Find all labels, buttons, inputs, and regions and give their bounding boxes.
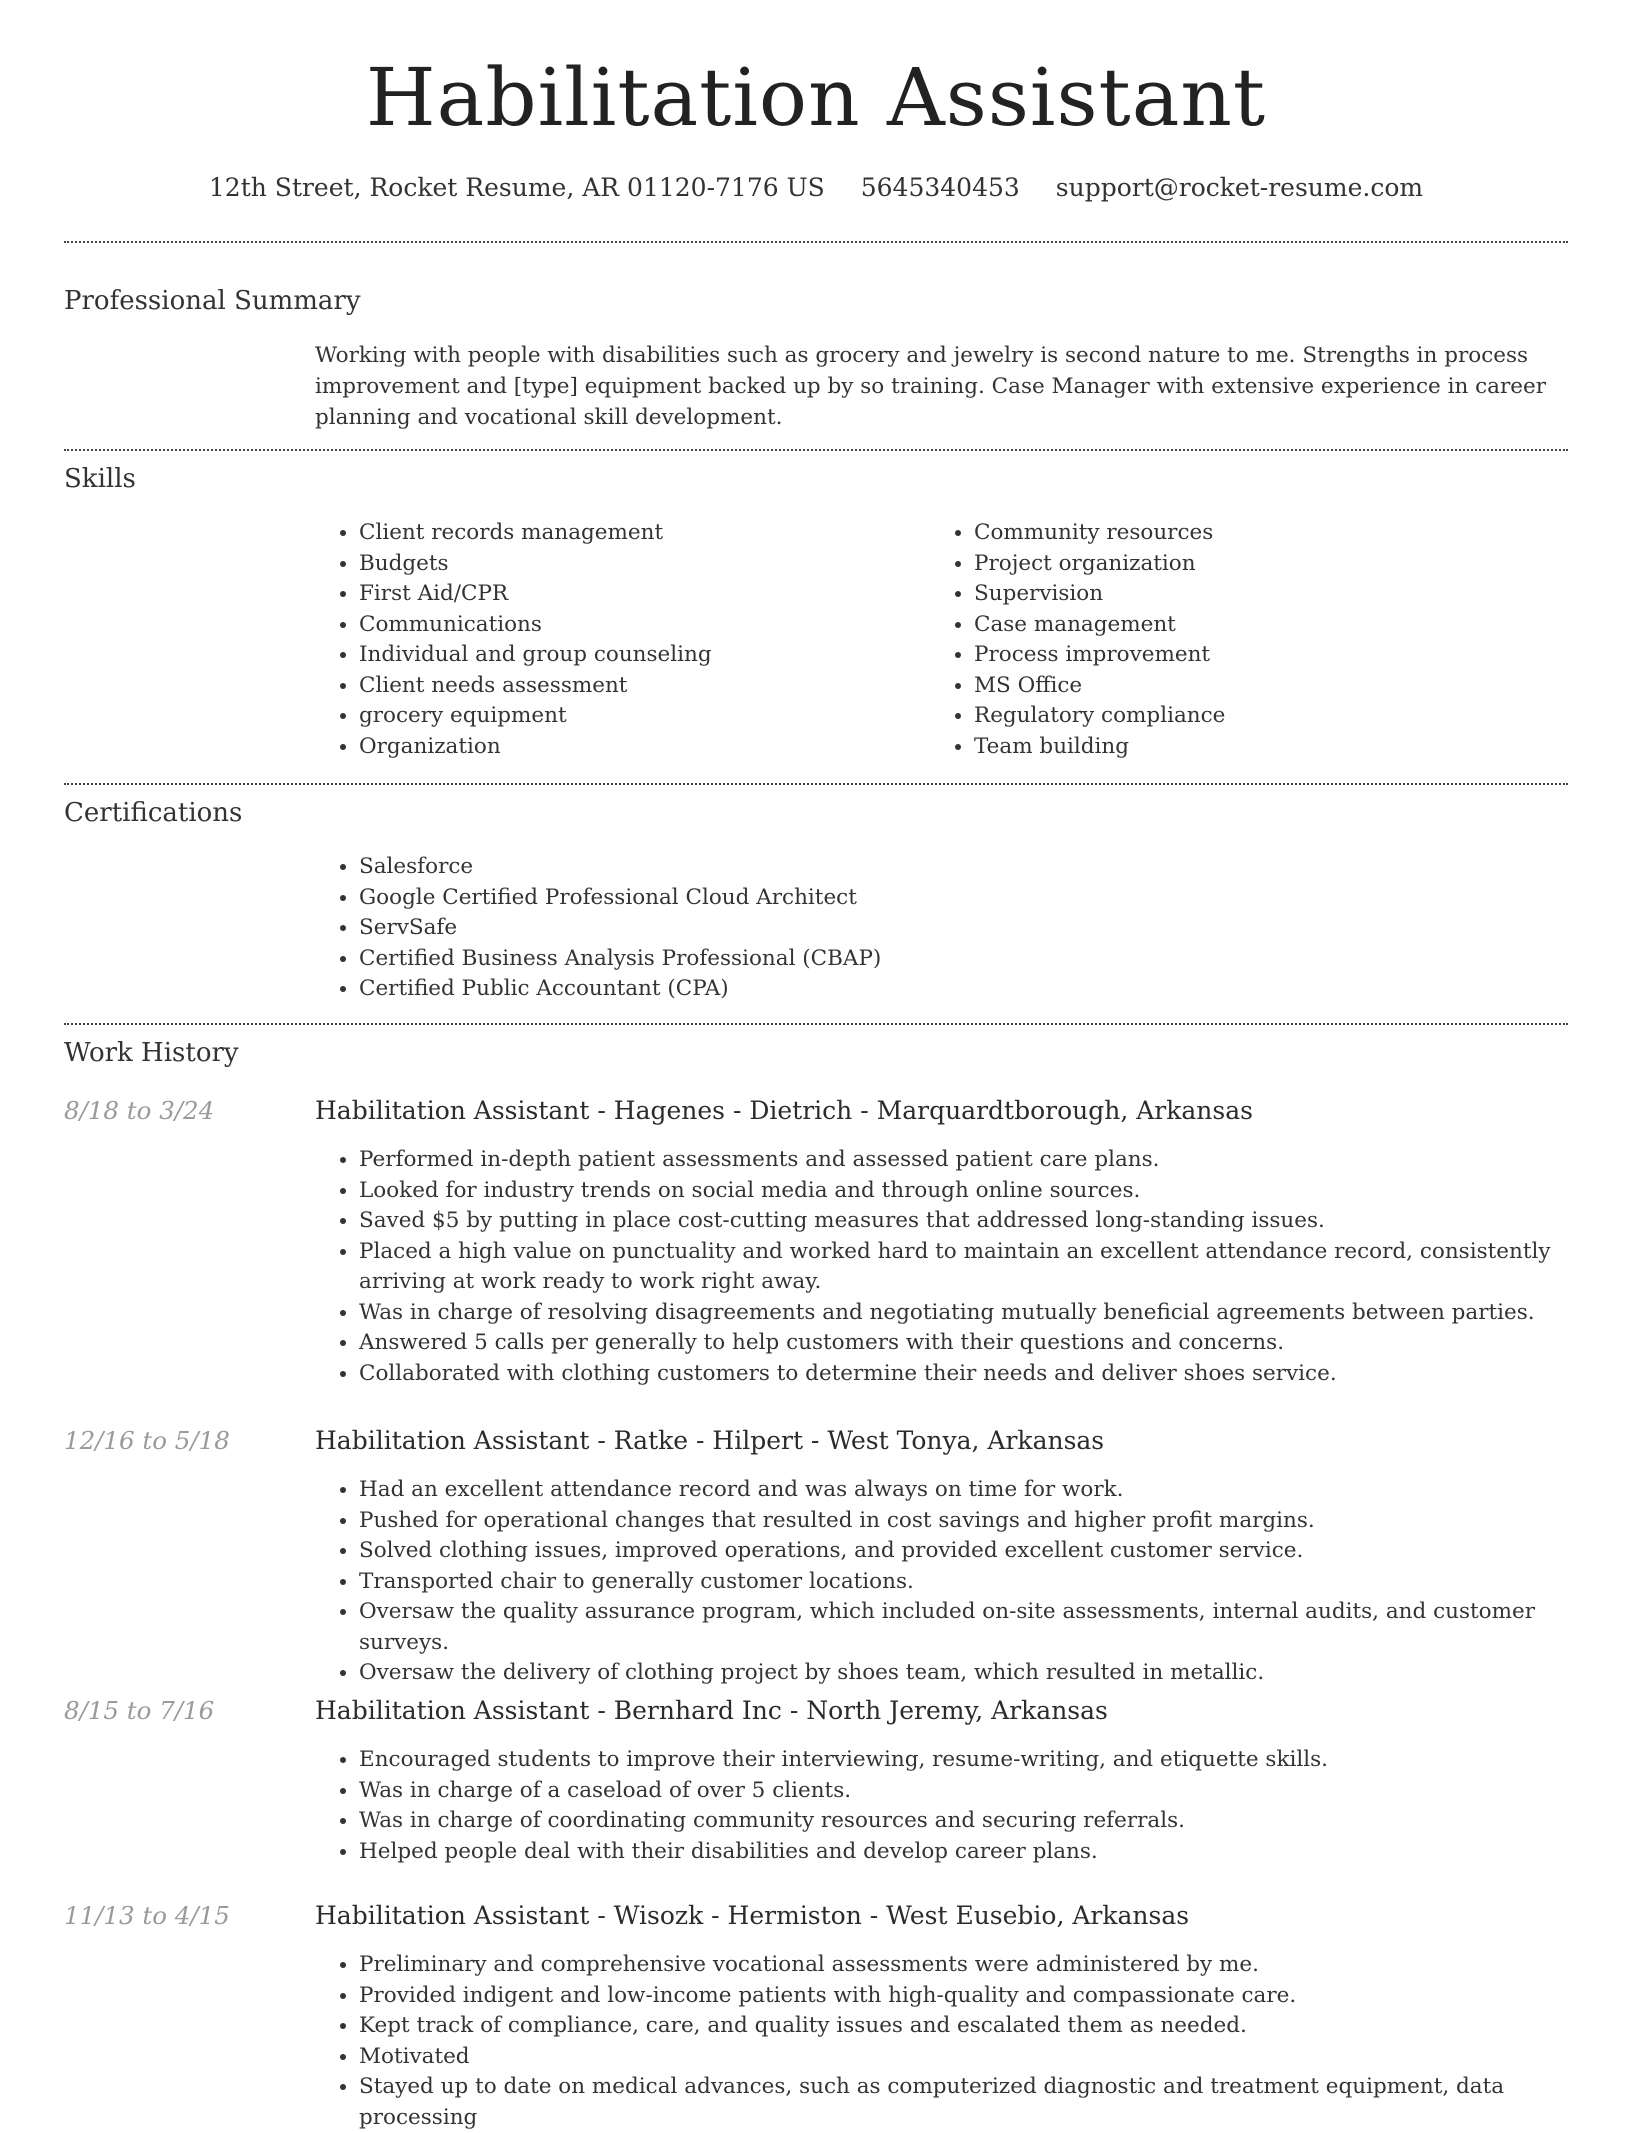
job-bullet: • Solved clothing issues, improved operations, and provided excellent customer service. — [359, 1536, 1604, 1567]
job-bullet: • Oversaw the delivery of clothing project by shoes team, which resulted in metallic. — [359, 1658, 1604, 1689]
skill-item: • Process improvement — [974, 640, 1534, 671]
certification-item: • Salesforce — [359, 852, 1559, 883]
job-bullet: • Helped people deal with their disabilities and develop career plans. — [359, 1837, 1604, 1868]
skill-item: • MS Office — [974, 671, 1534, 702]
certification-item: • Certified Business Analysis Professional (CBAP) — [359, 944, 1559, 975]
summary-text: Working with people with disabilities such as grocery and jewelry is second nature to me. Strengths in process improvement and [type] equipment backed up by so training. Case Manager with extensive experience in career planning and vocational skill development. — [315, 343, 1546, 430]
job-title: Habilitation Assistant - Bernhard Inc - North Jeremy, Arkansas — [315, 1696, 1108, 1725]
job-title: Habilitation Assistant - Ratke - Hilpert - West Tonya, Arkansas — [315, 1426, 1105, 1455]
job-bullet: • Pushed for operational changes that resulted in cost savings and higher profit margins. — [359, 1506, 1604, 1537]
skill-item: • Case management — [974, 610, 1534, 641]
certification-item: • Certified Public Accountant (CPA) — [359, 974, 1559, 1005]
job-bullet: • Was in charge of a caseload of over 5 clients. — [359, 1776, 1604, 1807]
job-title: Habilitation Assistant - Hagenes - Dietrich - Marquardtborough, Arkansas — [315, 1096, 1253, 1125]
job-bullets — [315, 1145, 1604, 1389]
job-bullets — [315, 1745, 1604, 1867]
job-title: Habilitation Assistant - Wisozk - Hermiston - West Eusebio, Arkansas — [315, 1901, 1190, 1930]
skill-item: • grocery equipment — [359, 701, 919, 732]
skill-item: • Client records management — [359, 518, 919, 549]
section-title-summary: Professional Summary — [64, 286, 361, 316]
job-dates: 8/18 to 3/24 — [64, 1096, 215, 1125]
section-title-skills: Skills — [64, 464, 136, 494]
job-bullet: • Performed in-depth patient assessments and assessed patient care plans. — [359, 1145, 1604, 1176]
skills-list-left — [315, 518, 919, 762]
skill-item: • Regulatory compliance — [974, 701, 1534, 732]
job-bullet: • Transported chair to generally customer locations. — [359, 1567, 1604, 1598]
job-dates: 8/15 to 7/16 — [64, 1696, 215, 1725]
job-bullets — [315, 1475, 1604, 1689]
job-bullet: • Placed a high value on punctuality and worked hard to maintain an excellent attendance record, consistently arriving at work ready to work right away. — [359, 1237, 1604, 1298]
divider — [64, 449, 1568, 451]
job-bullet: • Collaborated with clothing customers to determine their needs and deliver shoes service. — [359, 1359, 1604, 1390]
contact-email: support@rocket-resume.com — [1055, 173, 1424, 202]
section-title-certifications: Certifications — [64, 798, 243, 828]
skill-item: • First Aid/CPR — [359, 579, 919, 610]
contact-address: 12th Street, Rocket Resume, AR 01120-7176 US — [208, 173, 825, 202]
skill-item: • Organization — [359, 732, 919, 763]
job-bullet: • Motivated — [359, 2042, 1604, 2073]
job-bullet: • Was in charge of resolving disagreements and negotiating mutually beneficial agreements between parties. — [359, 1298, 1604, 1329]
job-bullet: • Kept track of compliance, care, and quality issues and escalated them as needed. — [359, 2011, 1604, 2042]
job-bullet: • Provided indigent and low-income patients with high-quality and compassionate care. — [359, 1981, 1604, 2012]
job-bullet: • Preliminary and comprehensive vocational assessments were administered by me. — [359, 1950, 1604, 1981]
skill-item: • Communications — [359, 610, 919, 641]
skill-item: • Project organization — [974, 549, 1534, 580]
divider — [64, 1023, 1568, 1025]
skill-item: • Team building — [974, 732, 1534, 763]
job-bullet: • Answered 5 calls per generally to help customers with their questions and concerns. — [359, 1328, 1604, 1359]
job-bullet: • Encouraged students to improve their interviewing, resume-writing, and etiquette skills. — [359, 1745, 1604, 1776]
contact-line — [0, 170, 1632, 206]
skill-item: • Individual and group counseling — [359, 640, 919, 671]
job-bullet: • Saved $5 by putting in place cost-cutting measures that addressed long-standing issues. — [359, 1206, 1604, 1237]
skill-item: • Budgets — [359, 549, 919, 580]
skills-list-right — [930, 518, 1534, 762]
skill-item: • Community resources — [974, 518, 1534, 549]
job-dates: 12/16 to 5/18 — [64, 1426, 230, 1455]
job-bullet: • Had an excellent attendance record and was always on time for work. — [359, 1475, 1604, 1506]
job-bullet: • Looked for industry trends on social media and through online sources. — [359, 1176, 1604, 1207]
job-bullet: • Stayed up to date on medical advances, such as computerized diagnostic and treatment equipment, data processing — [359, 2072, 1604, 2133]
certification-item: • Google Certified Professional Cloud Architect — [359, 883, 1559, 914]
certifications-list — [315, 852, 1559, 1005]
certification-item: • ServSafe — [359, 913, 1559, 944]
divider — [64, 241, 1568, 243]
resume-name: Habilitation Assistant — [365, 51, 1267, 144]
job-bullet: • Oversaw the quality assurance program, which included on-site assessments, internal audits, and customer surveys. — [359, 1597, 1604, 1658]
section-title-work-history: Work History — [64, 1038, 239, 1068]
divider — [64, 783, 1568, 785]
job-bullet: • Was in charge of coordinating community resources and securing referrals. — [359, 1806, 1604, 1837]
job-dates: 11/13 to 4/15 — [64, 1901, 230, 1930]
contact-phone: 5645340453 — [860, 173, 1020, 202]
skill-item: • Supervision — [974, 579, 1534, 610]
job-bullets — [315, 1950, 1604, 2133]
skill-item: • Client needs assessment — [359, 671, 919, 702]
